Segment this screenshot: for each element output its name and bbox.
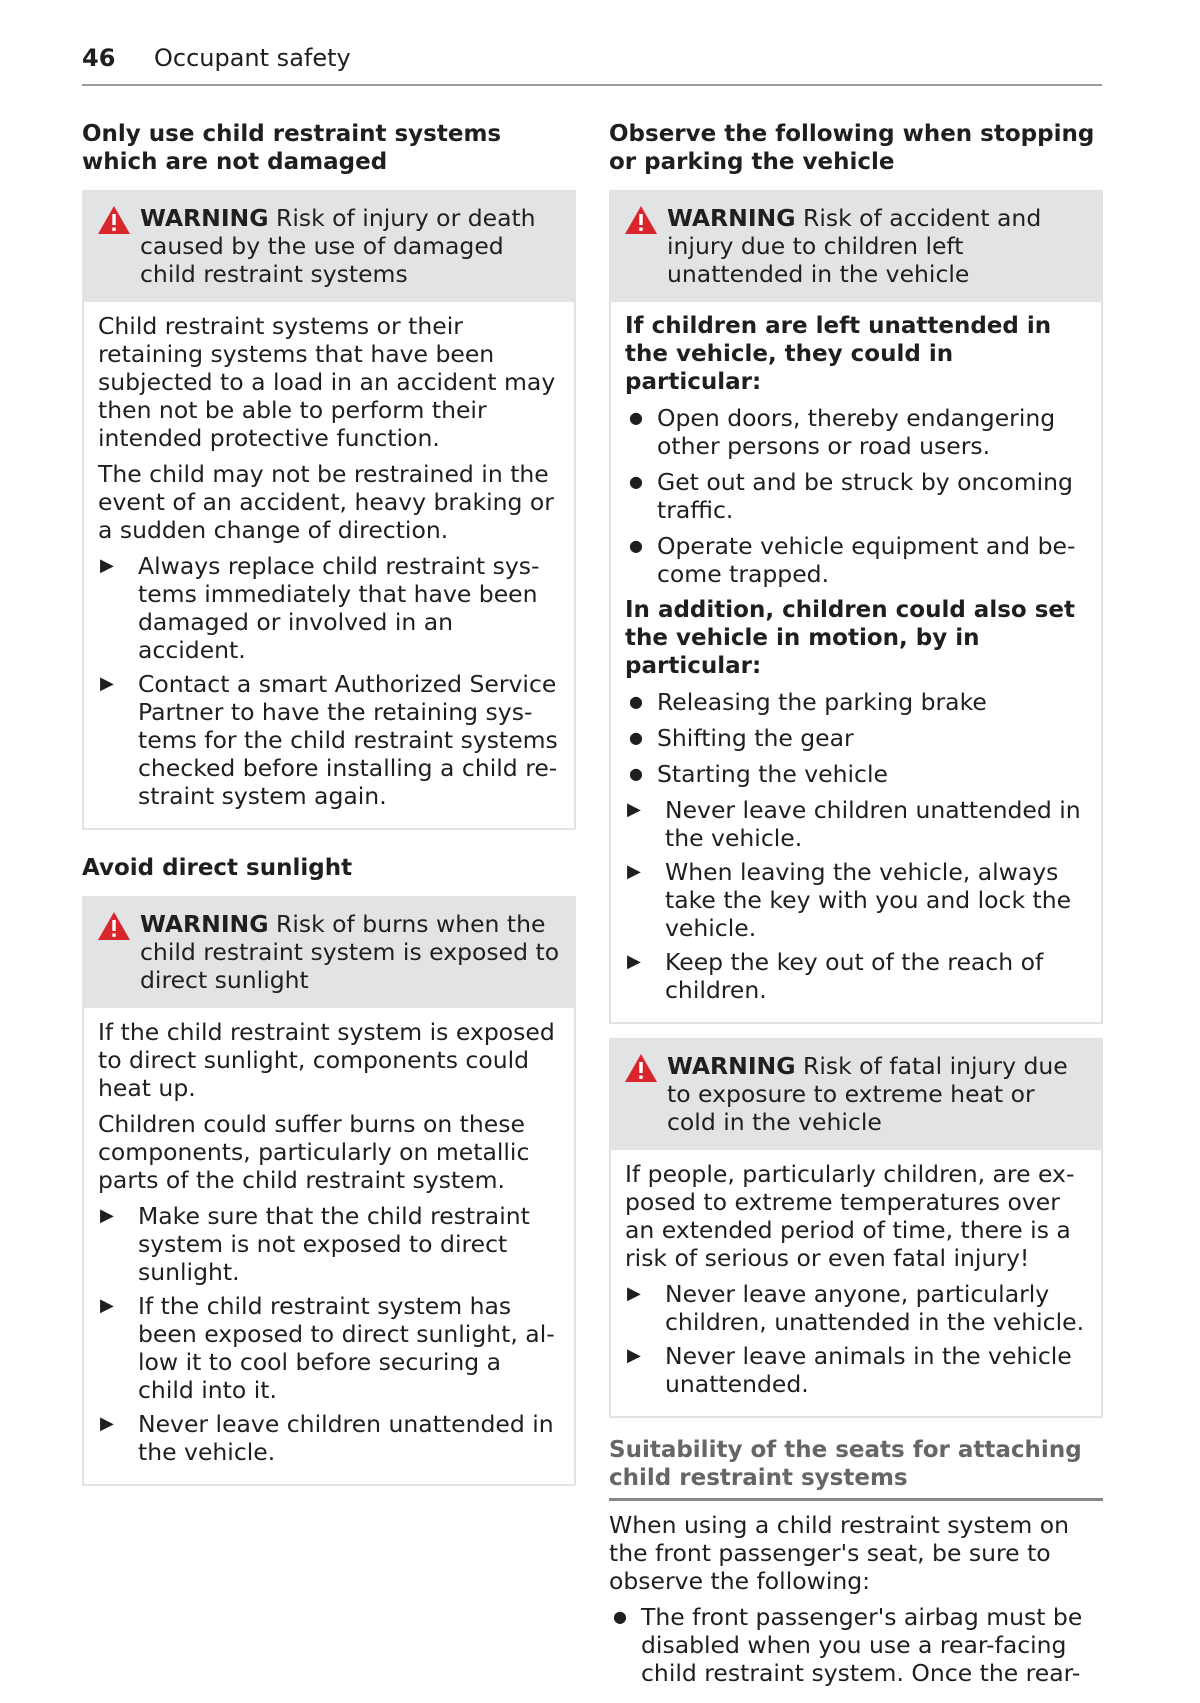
paragraph: When using a child restraint system on the front passenger's seat, be sure to observe the following: (609, 1511, 1069, 1595)
paragraph: Child restraint systems or their retaining systems that have been subjected to a load in an accident may then not be able to perform their intended protective function. (98, 312, 556, 452)
action-list (625, 1280, 1087, 1398)
action-item: ▶ Never leave animals in the vehicle unattended. (625, 1342, 1087, 1398)
warning-label: WARNING (667, 204, 796, 232)
bullet-item: ● Shifting the gear (625, 724, 1087, 752)
paragraph: If the child restraint system is exposed to direct sunlight, components could heat up. (98, 1018, 555, 1102)
action-item: ▶ Never leave anyone, particularly children, unattended in the vehicle. (625, 1280, 1087, 1336)
page-number: 46 (82, 44, 116, 72)
heading-seat-suitability: Suitability of the seats for attaching child restraint systems (609, 1436, 1103, 1501)
action-list (98, 1202, 560, 1466)
warning-triangle-icon (96, 204, 132, 236)
action-item: ▶ Never leave children unattended in the vehicle. (625, 796, 1087, 852)
warning-box-sunlight (82, 896, 576, 1486)
bullet-list (609, 1603, 1103, 1687)
action-item: ▶ If the child restraint system has been exposed to direct sunlight, al- low it to cool before securing a child into it. (98, 1292, 560, 1404)
paragraph: The child may not be restrained in the event of an accident, heavy braking or a sudden change of direction. (98, 460, 554, 544)
action-item: ▶ When leaving the vehicle, always take the key with you and lock the vehicle. (625, 858, 1087, 942)
bullet-item: ● Starting the vehicle (625, 760, 1087, 788)
warning-label: WARNING (140, 910, 269, 938)
paragraph: Children could suffer burns on these components, particularly on metallic parts of the child restraint system. (98, 1110, 530, 1194)
warning-description: Risk of injury or death caused by the use of damaged child restraint systems (140, 204, 536, 288)
action-item: ▶ Contact a smart Authorized Service Partner to have the retaining sys- tems for the child restraint systems checked before installing a child re- straint system again. (98, 670, 560, 810)
paragraph: If people, particularly children, are ex- posed to extreme temperatures over an extended period of time, there is a risk of serious or even fatal injury! (625, 1160, 1075, 1272)
warning-header (611, 1040, 1101, 1150)
warning-box-extreme-temperature (609, 1038, 1103, 1418)
warning-label: WARNING (667, 1052, 796, 1080)
warning-description: Risk of burns when the child restraint system is exposed to direct sunlight (140, 910, 560, 994)
warning-header (611, 192, 1101, 302)
warning-text (140, 910, 560, 994)
warning-header (84, 192, 574, 302)
section-title: Occupant safety (154, 44, 351, 72)
left-column (82, 120, 576, 1486)
bullet-item: ● Operate vehicle equipment and be- come trapped. (625, 532, 1087, 588)
heading-damaged-systems: Only use child restraint systems which are not damaged (82, 121, 502, 175)
warning-header (84, 898, 574, 1008)
bold-paragraph: In addition, children could also set the vehicle in motion, by in particular: (625, 597, 1075, 679)
action-item: ▶ Keep the key out of the reach of children. (625, 948, 1087, 1004)
right-column (609, 120, 1103, 1695)
warning-text (667, 204, 1087, 288)
warning-body (611, 302, 1101, 1022)
action-list (98, 552, 560, 810)
warning-body (84, 1008, 574, 1484)
bullet-list (625, 404, 1087, 588)
action-item: ▶ Never leave children unattended in the vehicle. (98, 1410, 560, 1466)
warning-description: Risk of accident and injury due to children left unattended in the vehicle (667, 204, 1042, 288)
bullet-item: ● Open doors, thereby endangering other persons or road users. (625, 404, 1087, 460)
warning-body (84, 302, 574, 828)
action-item: ▶ Always replace child restraint sys- tems immediately that have been damaged or involved in an accident. (98, 552, 560, 664)
bullet-item: ● The front passenger's airbag must be disabled when you use a rear-facing child restraint system. Once the rear- (609, 1603, 1103, 1687)
warning-label: WARNING (140, 204, 269, 232)
bullet-item: ● Get out and be struck by oncoming traffic. (625, 468, 1087, 524)
action-list (625, 796, 1087, 1004)
warning-description: Risk of fatal injury due to exposure to extreme heat or cold in the vehicle (667, 1052, 1068, 1136)
heading-stopping-parking: Observe the following when stopping or parking the vehicle (609, 121, 1095, 175)
warning-triangle-icon (96, 910, 132, 942)
warning-box-unattended (609, 190, 1103, 1024)
heading-sunlight: Avoid direct sunlight (82, 855, 353, 881)
bullet-item: ● Releasing the parking brake (625, 688, 1087, 716)
warning-text (667, 1052, 1087, 1136)
page-header (82, 44, 1102, 86)
warning-box-damaged (82, 190, 576, 830)
warning-triangle-icon (623, 204, 659, 236)
bold-paragraph: If children are left unattended in the vehicle, they could in particular: (625, 313, 1052, 395)
warning-body (611, 1150, 1101, 1416)
action-item: ▶ Make sure that the child restraint system is not exposed to direct sunlight. (98, 1202, 560, 1286)
warning-triangle-icon (623, 1052, 659, 1084)
warning-text (140, 204, 560, 288)
bullet-list (625, 688, 1087, 788)
